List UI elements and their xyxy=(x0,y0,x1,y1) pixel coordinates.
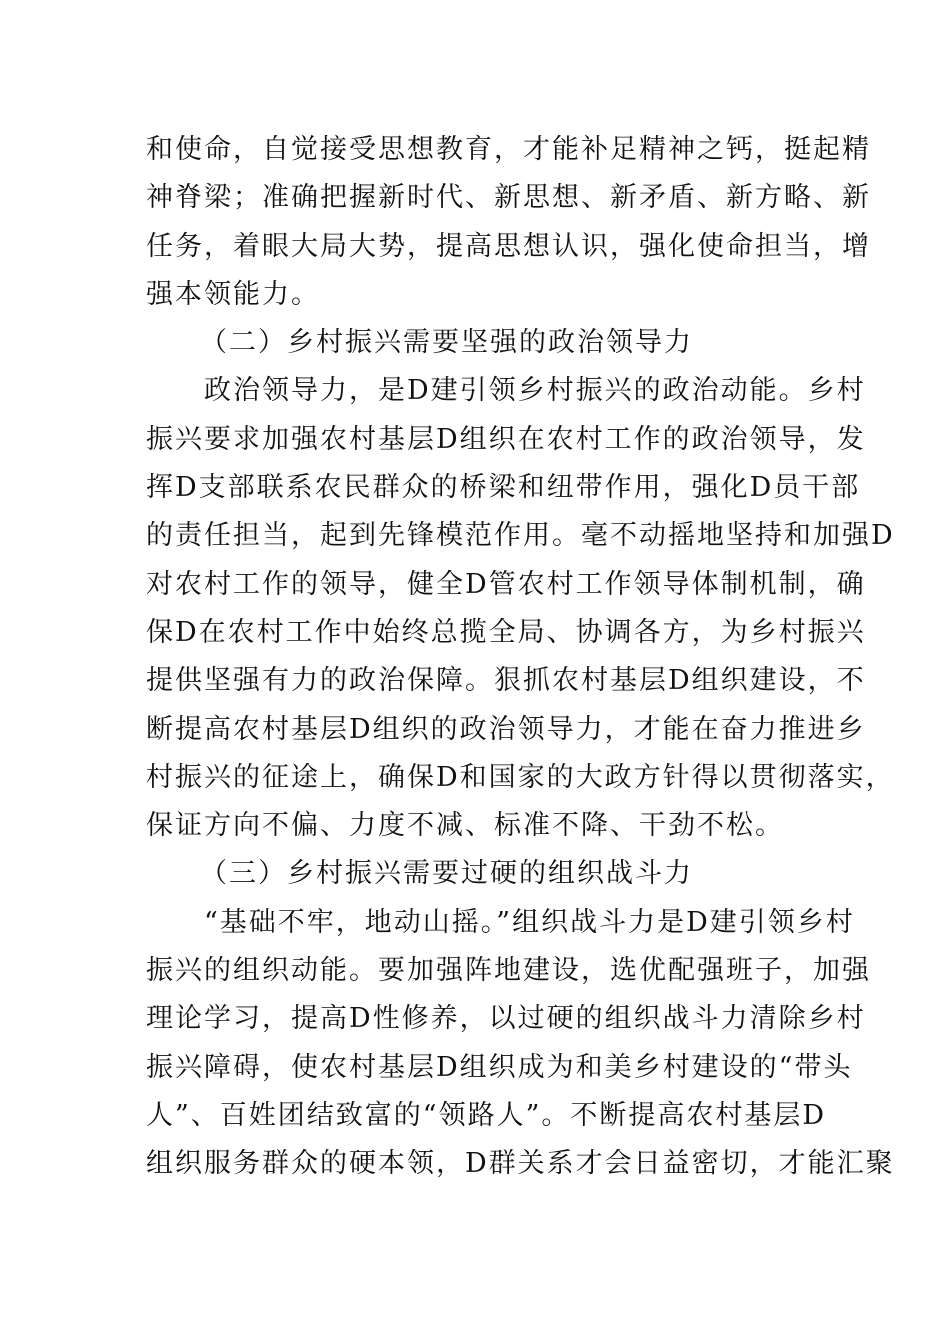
paragraph-line: 的责任担当，起到先锋模范作用。毫不动摇地坚持和加强D xyxy=(146,520,895,552)
paragraph-line: 村振兴的征途上，确保D和国家的大政方针得以贯彻落实， xyxy=(146,761,895,793)
paragraph-line: 振兴要求加强农村基层D组织在农村工作的政治领导，发 xyxy=(146,423,866,455)
paragraph-line: 提供坚强有力的政治保障。狠抓农村基层D组织建设，不 xyxy=(146,665,866,697)
paragraph-line: 理论学习，提高D性修养，以过硬的组织战斗力清除乡村 xyxy=(146,1003,866,1035)
section-heading-2: （二）乡村振兴需要坚强的政治领导力 xyxy=(200,327,693,359)
paragraph-line: 任务，着眼大局大势，提高思想认识，强化使命担当，增 xyxy=(146,230,871,262)
paragraph-line: 神脊梁；准确把握新时代、新思想、新矛盾、新方略、新 xyxy=(146,182,871,214)
paragraph-line: 政治领导力，是D建引领乡村振兴的政治动能。乡村 xyxy=(146,375,866,407)
paragraph-line: 和使命，自觉接受思想教育，才能补足精神之钙，挺起精 xyxy=(146,134,871,165)
paragraph-line: 组织服务群众的硬本领，D群关系才会日益密切，才能汇聚 xyxy=(146,1148,895,1180)
paragraph-line: 挥D支部联系农民群众的桥梁和纽带作用，强化D员干部 xyxy=(146,472,861,504)
paragraph-line: 保证方向不偏、力度不减、标准不降、干劲不松。 xyxy=(146,810,784,842)
paragraph-line: 强本领能力。 xyxy=(146,278,320,310)
section-heading-3: （三）乡村振兴需要过硬的组织战斗力 xyxy=(200,858,693,890)
paragraph-line: 振兴障碍，使农村基层D组织成为和美乡村建设的“带头 xyxy=(146,1051,853,1083)
paragraph-line: 振兴的组织动能。要加强阵地建设，选优配强班子，加强 xyxy=(146,955,871,987)
paragraph-line: “基础不牢，地动山摇。”组织战斗力是D建引领乡村 xyxy=(146,906,855,938)
paragraph-line: 断提高农村基层D组织的政治领导力，才能在奋力推进乡 xyxy=(146,713,866,745)
document-body xyxy=(146,126,895,1189)
paragraph-line: 人”、百姓团结致富的“领路人”。不断提高农村基层D xyxy=(146,1099,827,1131)
paragraph-line: 对农村工作的领导，健全D管农村工作领导体制机制，确 xyxy=(146,568,866,600)
paragraph-line: 保D在农村工作中始终总揽全局、协调各方，为乡村振兴 xyxy=(146,616,866,648)
